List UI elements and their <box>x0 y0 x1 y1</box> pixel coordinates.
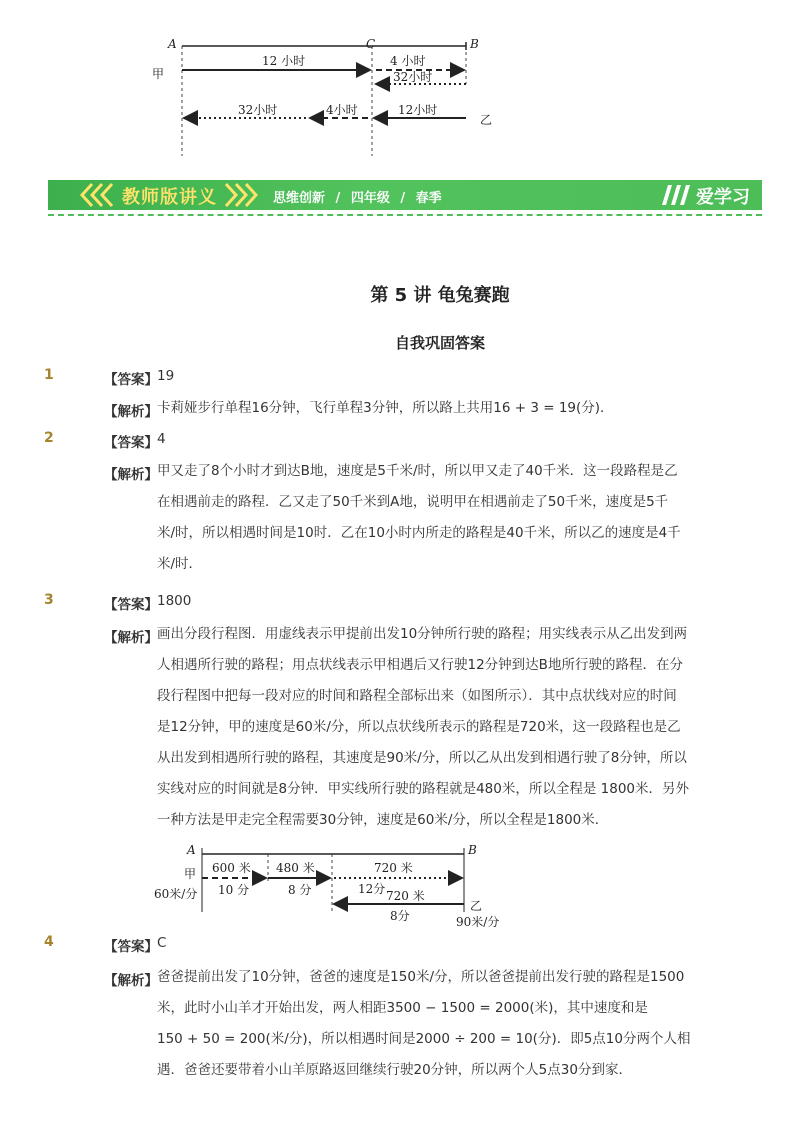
label-jia-speed: 60米/分 <box>154 887 198 901</box>
analysis-line: 150 + 50 = 200(米/分)，所以相遇时间是2000 ÷ 200 = 10(分)．即5点10分两个人相 <box>157 1031 691 1047</box>
seg-t2: 8 分 <box>288 883 312 897</box>
lecture-banner <box>48 180 762 210</box>
analysis-text <box>157 962 717 1086</box>
analysis-line: 米/时． <box>157 556 203 572</box>
subtitle-part: 四年级 <box>350 191 390 206</box>
seg-d2: 480 米 <box>276 861 315 875</box>
label-yi: 乙 <box>480 113 493 127</box>
question-number: 4 <box>44 934 54 950</box>
label-a: A <box>187 843 196 857</box>
chevron-right-icon <box>220 182 260 208</box>
seg-d1: 600 米 <box>212 861 251 875</box>
yi-solid-label: 12小时 <box>398 103 438 117</box>
question-number: 3 <box>44 592 54 608</box>
analysis-line: 米/时，所以相遇时间是10时．乙在10小时内所走的路程是40千米，所以乙的速度是4千 <box>157 525 681 541</box>
analysis-tag: 【解析】 <box>104 973 158 989</box>
label-b: B <box>470 37 479 51</box>
analysis-tag: 【解析】 <box>104 630 158 646</box>
answer-value: 4 <box>157 431 166 447</box>
analysis-tag: 【解析】 <box>104 404 158 420</box>
jia-solid-label: 12 小时 <box>262 54 306 68</box>
label-yi-speed: 90米/分 <box>456 915 500 929</box>
analysis-line: 实线对应的时间就是8分钟．甲实线所行驶的路程就是480米，所以全程是 1800米．另外 <box>157 781 690 797</box>
answer-value: C <box>157 935 167 951</box>
analysis-line: 一种方法是甲走完全程需要30分钟，速度是60米/分，所以全程是1800米． <box>157 812 609 828</box>
lecture-title: 第 5 讲 龟兔赛跑 <box>370 285 510 306</box>
seg-t1: 10 分 <box>218 883 250 897</box>
label-jia: 甲 <box>184 867 197 881</box>
label-c: C <box>366 37 376 51</box>
analysis-line: 从出发到相遇所行驶的路程，其速度是90米/分，所以乙从出发到相遇行驶了8分钟，所以 <box>157 750 687 766</box>
chevron-left-icon <box>78 182 118 208</box>
jia-dashed-label: 4 小时 <box>390 54 426 68</box>
analysis-line: 卡莉娅步行单程16分钟，飞行单程3分钟，所以路上共用16 + 3 = 19(分)． <box>157 400 614 416</box>
answer-tag: 【答案】 <box>104 372 158 388</box>
analysis-text <box>157 393 717 424</box>
analysis-line: 在相遇前走的路程．乙又走了50千米到A地，说明甲在相遇前走了50千米，速度是5千 <box>157 494 669 510</box>
seg-d4: 720 米 <box>386 889 425 903</box>
mid-route-diagram <box>150 838 520 932</box>
question-number: 1 <box>44 367 54 383</box>
jia-dotted-label: 32小时 <box>393 70 433 84</box>
answer-value: 19 <box>157 368 175 384</box>
answer-tag: 【答案】 <box>104 939 158 955</box>
analysis-line: 人相遇所行驶的路程；用点状线表示甲相遇后又行驶12分钟到达B地所行驶的路程．在分 <box>157 657 683 673</box>
label-b: B <box>468 843 477 857</box>
yi-dotted-label: 32小时 <box>238 103 278 117</box>
analysis-line: 画出分段行程图．用虚线表示甲提前出发10分钟所行驶的路程；用实线表示从乙出发到两 <box>157 626 688 642</box>
yi-dashed-label: 4小时 <box>326 103 358 117</box>
banner-title: 教师版讲义 <box>122 187 217 208</box>
subtitle-part: 思维创新 <box>273 191 326 206</box>
answer-value: 1800 <box>157 593 192 609</box>
analysis-text <box>157 619 717 836</box>
analysis-tag: 【解析】 <box>104 467 158 483</box>
answer-tag: 【答案】 <box>104 597 158 613</box>
banner-divider <box>48 214 762 216</box>
analysis-line: 是12分钟，甲的速度是60米/分，所以点状线所表示的路程是720米，这一段路程也是乙 <box>157 719 681 735</box>
banner-subtitle <box>270 187 445 206</box>
label-jia: 甲 <box>152 67 165 81</box>
subtitle-sep: / <box>335 191 341 206</box>
analysis-line: 甲又走了8个小时才到达B地，速度是5千米/时，所以甲又走了40千米．这一段路程是乙 <box>157 463 678 479</box>
section-title: 自我巩固答案 <box>394 334 485 352</box>
analysis-line: 遇．爸爸还要带着小山羊原路返回继续行驶20分钟，所以两个人5点30分到家． <box>157 1062 632 1078</box>
analysis-line: 段行程图中把每一段对应的时间和路程全部标出来（如图所示）．其中点状线对应的时间 <box>157 688 677 704</box>
analysis-line: 爸爸提前出发了10分钟，爸爸的速度是150米/分，所以爸爸提前出发行驶的路程是1500 <box>157 969 685 985</box>
label-a: A <box>168 37 177 51</box>
top-route-diagram <box>140 34 520 158</box>
analysis-line: 米，此时小山羊才开始出发，两人相距3500 − 1500 = 2000(米)，其中速度和是 <box>157 1000 648 1016</box>
label-yi: 乙 <box>470 899 483 913</box>
analysis-text <box>157 456 717 580</box>
subtitle-sep: / <box>400 191 406 206</box>
brand-name: 爱学习 <box>696 187 750 208</box>
subtitle-part: 春季 <box>415 191 442 206</box>
seg-d3: 720 米 <box>374 861 413 875</box>
seg-t4: 8分 <box>390 909 410 923</box>
seg-t3: 12分 <box>358 882 386 896</box>
brand-logo-icon <box>660 183 694 207</box>
question-number: 2 <box>44 430 54 446</box>
answer-tag: 【答案】 <box>104 435 158 451</box>
